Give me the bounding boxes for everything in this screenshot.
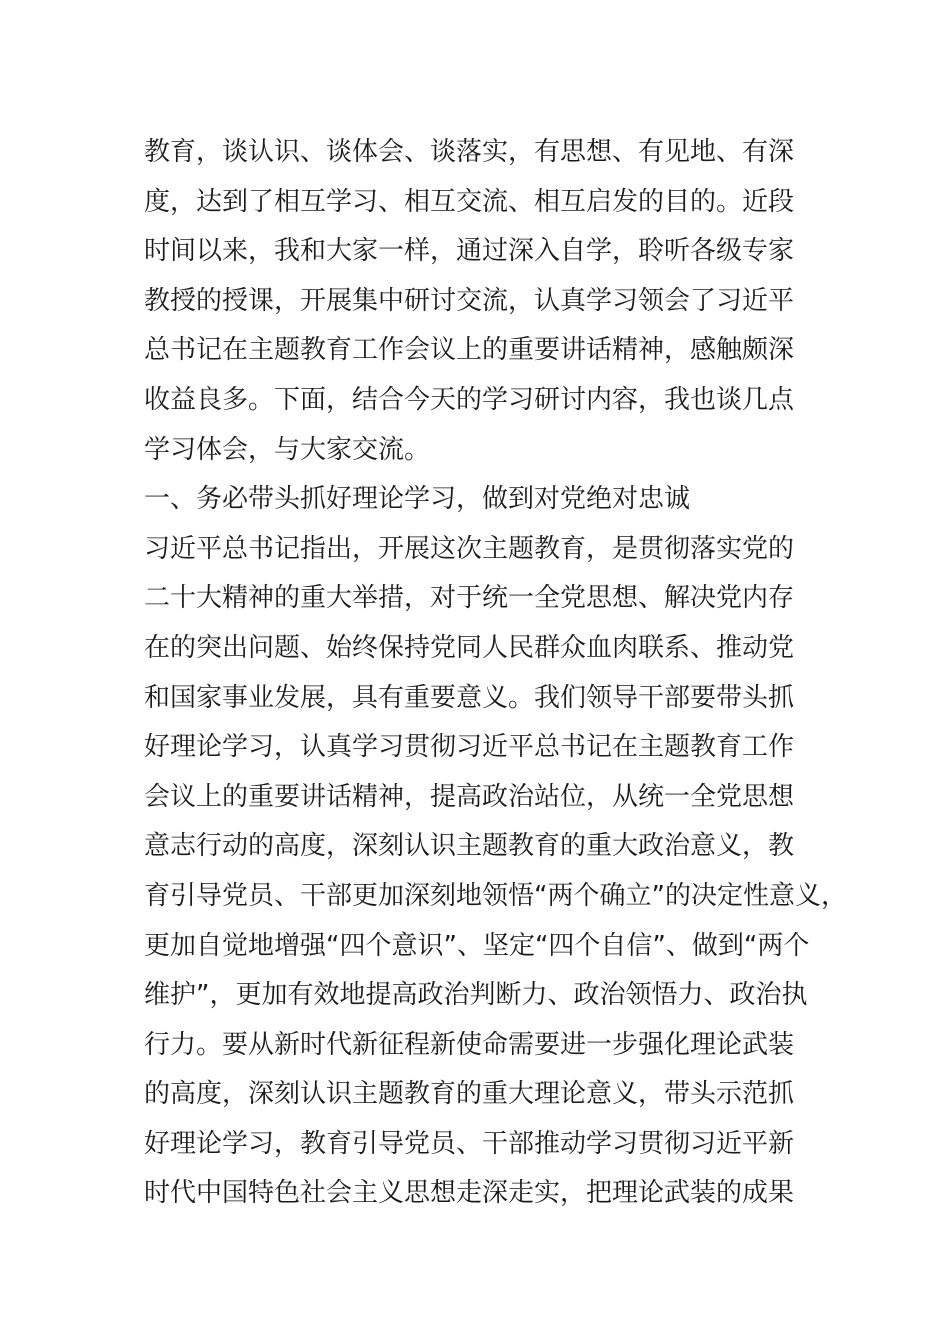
text-line: 好理论学习，教育引导党员、干部推动学习贯彻习近平新 [144, 1128, 795, 1159]
text-line: 教育，谈认识、谈体会、谈落实，有思想、有见地、有深 [144, 137, 795, 167]
text-line: 的高度，深刻认识主题教育的重大理论意义，带头示范抓 [144, 1079, 795, 1110]
text-line: 度，达到了相互学习、相互交流、相互启发的目的。近段 [144, 186, 795, 217]
text-line: 总书记在主题教育工作会议上的重要讲话精神，感触颇深 [144, 335, 795, 366]
text-line: 和国家事业发展，具有重要意义。我们领导干部要带头抓 [144, 682, 795, 713]
text-line: 行力。要从新时代新征程新使命需要进一步强化理论武装 [144, 1029, 795, 1060]
text-line: 好理论学习，认真学习贯彻习近平总书记在主题教育工作 [144, 732, 795, 763]
text-line: 育引导党员、干部更加深刻地领悟“两个确立”的决定性意义， [144, 880, 847, 911]
text-line: 意志行动的高度，深刻认识主题教育的重大政治意义，教 [144, 831, 795, 862]
section-heading: 一、务必带头抓好理论学习，做到对党绝对忠诚 [144, 484, 691, 515]
text-line: 维护”，更加有效地提高政治判断力、政治领悟力、政治执 [144, 980, 808, 1011]
text-line: 时代中国特色社会主义思想走深走实，把理论武装的成果 [144, 1178, 795, 1209]
text-line: 教授的授课，开展集中研讨交流，认真学习领会了习近平 [144, 285, 795, 316]
text-line: 习近平总书记指出，开展这次主题教育，是贯彻落实党的 [144, 533, 795, 564]
text-line: 会议上的重要讲话精神，提高政治站位，从统一全党思想 [144, 781, 795, 812]
body-text [144, 128, 847, 1219]
text-line: 时间以来，我和大家一样，通过深入自学，聆听各级专家 [144, 236, 795, 267]
text-line: 二十大精神的重大举措，对于统一全党思想、解决党内存 [144, 583, 795, 614]
text-line: 收益良多。下面，结合今天的学习研讨内容，我也谈几点 [144, 384, 795, 415]
text-line: 更加自觉地增强“四个意识”、坚定“四个自信”、做到“两个 [144, 930, 810, 961]
text-line: 在的突出问题、始终保持党同人民群众血肉联系、推动党 [144, 632, 795, 663]
text-line: 学习体会，与大家交流。 [144, 434, 431, 465]
